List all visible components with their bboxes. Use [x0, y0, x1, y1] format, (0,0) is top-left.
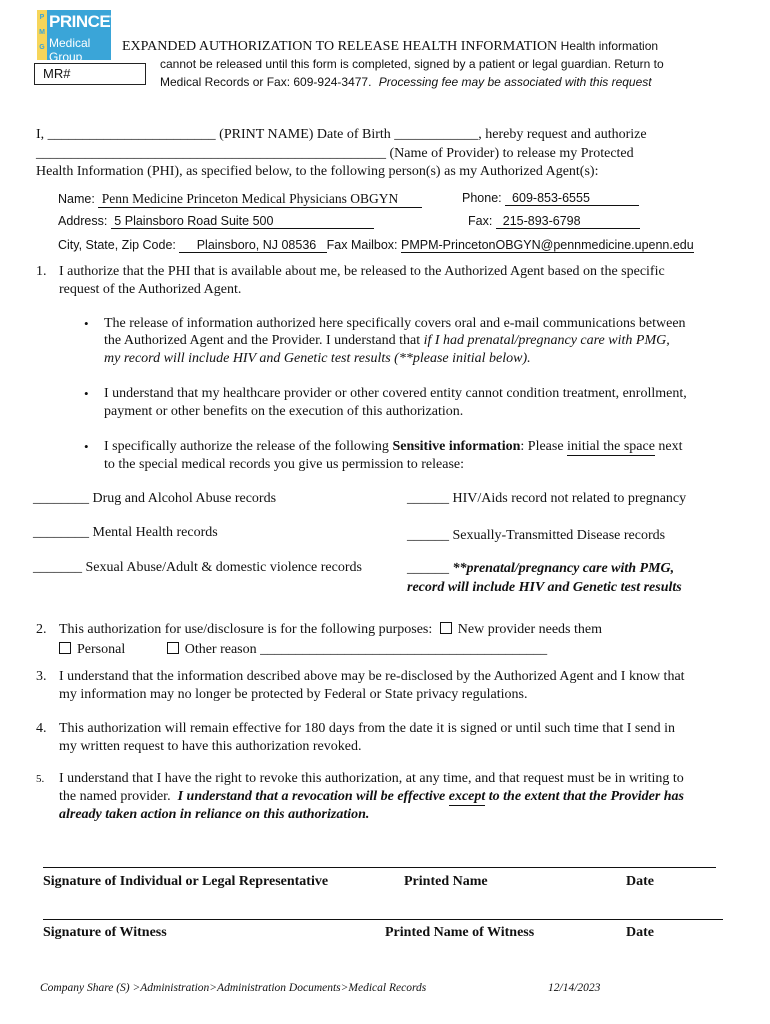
fax-mailbox-value: PMPM-PrincetonOBGYN@pennmedicine.upenn.edu: [401, 238, 694, 252]
personal-label: Personal: [77, 642, 126, 657]
item-4-number: 4.: [36, 721, 47, 736]
item-1-number: 1.: [36, 264, 47, 279]
form-title-line: [122, 39, 658, 55]
footer-path: Company Share (S) >Administration>Administration Documents>Medical Records: [40, 982, 427, 994]
fax-mailbox-label: Fax Mailbox:: [326, 238, 398, 252]
intro-line-3: Health Information (PHI), as specified below, to the following person(s) as my Authorized Agent(s):: [36, 164, 599, 179]
logo-letter: P: [39, 14, 45, 21]
bullet-1-plain: the Authorized Agent and the Provider. I understand that: [104, 333, 424, 348]
bullet-3-text-b: : Please: [520, 439, 568, 454]
item-5-bold-italic-2: to the extent that the Provider has: [485, 789, 685, 804]
bullet-3-text-c: next: [654, 439, 683, 454]
agent-phone-row: [462, 191, 639, 206]
initial-sexual-abuse[interactable]: _______ Sexual Abuse/Adult & domestic violence records: [33, 560, 362, 575]
bullet-1-line-2: [104, 333, 670, 349]
mr-number-field[interactable]: [34, 63, 146, 85]
prenatal-line-1: **prenatal/pregnancy care with PMG,: [452, 561, 675, 576]
item-3-line-1: I understand that the information described above may be re-disclosed by the Authorized Agent and I know that: [59, 669, 685, 684]
printed-name-witness-label: Printed Name of Witness: [385, 925, 535, 940]
bullet-icon: •: [84, 386, 89, 401]
signature-individual-label: Signature of Individual or Legal Representative: [43, 874, 329, 889]
item-2-number: 2.: [36, 622, 47, 637]
bullet-3-line-1: [104, 439, 683, 456]
bullet-2-line-1: I understand that my healthcare provider or other covered entity cannot condition treatment, enrollment,: [104, 386, 687, 401]
item-5-number: 5.: [36, 773, 45, 785]
item-1-line-2: request of the Authorized Agent.: [59, 282, 242, 297]
item-3-number: 3.: [36, 669, 47, 684]
printed-name-label: Printed Name: [404, 874, 488, 889]
new-provider-checkbox[interactable]: [440, 622, 452, 634]
item-2-text: This authorization for use/disclosure is for the following purposes:: [59, 622, 433, 637]
item-4-line-1: This authorization will remain effective for 180 days from the date it is signed or until such time that I send in: [59, 721, 675, 736]
logo-letter: M: [39, 29, 45, 36]
sensitive-info-label: Sensitive information: [392, 439, 521, 454]
agent-city-label: City, State, Zip Code:: [58, 238, 176, 252]
except-text: except: [448, 789, 486, 804]
bullet-2-line-2: payment or other benefits on the execution of this authorization.: [104, 404, 464, 419]
header-note-3-text: Medical Records or Fax: 609-924-3477.: [160, 75, 372, 89]
personal-checkbox[interactable]: [59, 642, 71, 654]
agent-phone-label: Phone:: [462, 191, 502, 205]
form-title: EXPANDED AUTHORIZATION TO RELEASE HEALTH INFORMATION: [122, 39, 558, 54]
item-5-bold-italic: I understand that a revocation will be effective: [177, 789, 449, 804]
princeton-medical-group-logo: [37, 10, 145, 64]
bullet-3-text-a: I specifically authorize the release of the following: [104, 439, 393, 454]
agent-city-value[interactable]: Plainsboro, NJ 08536: [179, 238, 327, 252]
prenatal-line-2: record will include HIV and Genetic test results: [407, 580, 682, 595]
date-label-2: Date: [626, 925, 654, 940]
logo-letter: G: [39, 44, 45, 51]
item-2-line-1: [59, 622, 602, 638]
header-note-3: [160, 75, 652, 89]
bullet-3-line-2: to the special medical records you give us permission to release:: [104, 457, 465, 472]
intro-line-2[interactable]: __________________________________________________ (Name of Provider) to release my Protected: [36, 146, 634, 161]
agent-address-row: [58, 214, 374, 229]
agent-city-row: [58, 238, 694, 253]
footer-date: 12/14/2023: [548, 982, 601, 994]
date-label-1: Date: [626, 874, 654, 889]
initial-prenatal[interactable]: [407, 561, 674, 577]
logo-strip: [37, 10, 47, 60]
item-5-line-3: already taken action in reliance on this authorization.: [59, 807, 370, 822]
agent-address-value[interactable]: 5 Plainsboro Road Suite 500: [110, 214, 375, 228]
item-5-line-1: I understand that I have the right to revoke this authorization, at any time, and that request must be in writing to: [59, 771, 684, 786]
logo-line1: PRINCETON: [49, 12, 145, 31]
bullet-1-line-1: The release of information authorized here specifically covers oral and e-mail communications between: [104, 316, 686, 331]
agent-fax-row: [468, 214, 640, 229]
signature-witness-label: Signature of Witness: [43, 925, 167, 940]
initial-std[interactable]: ______ Sexually-Transmitted Disease records: [407, 528, 666, 543]
agent-fax-label: Fax:: [468, 214, 493, 228]
bullet-icon: •: [84, 439, 89, 454]
item-5-plain: the named provider.: [59, 789, 178, 804]
header-note-1: Health information: [560, 39, 659, 53]
intro-line-1[interactable]: I, ________________________ (PRINT NAME) Date of Birth ____________, hereby request and authorize: [36, 127, 647, 142]
bullet-1-italic: if I had prenatal/pregnancy care with PMG,: [423, 333, 670, 348]
bullet-icon: •: [84, 316, 89, 331]
item-5-line-2: [59, 789, 684, 806]
agent-name-value[interactable]: Penn Medicine Princeton Medical Physicians OBGYN: [98, 191, 422, 206]
agent-address-label: Address:: [58, 214, 108, 228]
other-reason-field[interactable]: Other reason _________________________________________: [184, 642, 548, 657]
mr-label: MR#: [43, 66, 71, 81]
initial-mental-health[interactable]: ________ Mental Health records: [33, 525, 218, 540]
header-note-2: cannot be released until this form is completed, signed by a patient or legal guardian. Return to: [160, 57, 664, 71]
agent-name-label: Name:: [58, 192, 95, 206]
item-3-line-2: my information may no longer be protected by Federal or State privacy regulations.: [59, 687, 528, 702]
other-reason-checkbox[interactable]: [167, 642, 179, 654]
signature-line-1[interactable]: [43, 867, 716, 868]
agent-phone-value[interactable]: 609-853-6555: [505, 191, 639, 205]
agent-fax-value[interactable]: 215-893-6798: [495, 214, 640, 228]
logo-line2: Medical Group: [49, 36, 91, 64]
item-2-line-2: [59, 642, 547, 658]
new-provider-label: New provider needs them: [457, 622, 602, 637]
item-4-line-2: my written request to have this authorization revoked.: [59, 739, 362, 754]
signature-line-2[interactable]: [43, 919, 723, 920]
processing-fee-note: Processing fee may be associated with this request: [378, 75, 652, 89]
bullet-1-line-3: my record will include HIV and Genetic test results (**please initial below).: [104, 351, 531, 366]
item-1-line-1: I authorize that the PHI that is available about me, be released to the Authorized Agent based on the specific: [59, 264, 665, 279]
agent-name-row: [58, 191, 422, 208]
initial-space-text: initial the space: [567, 439, 655, 454]
prenatal-blank: ______: [407, 561, 453, 576]
initial-hiv-aids[interactable]: ______ HIV/Aids record not related to pregnancy: [407, 491, 687, 506]
initial-drug-alcohol[interactable]: ________ Drug and Alcohol Abuse records: [33, 491, 277, 506]
